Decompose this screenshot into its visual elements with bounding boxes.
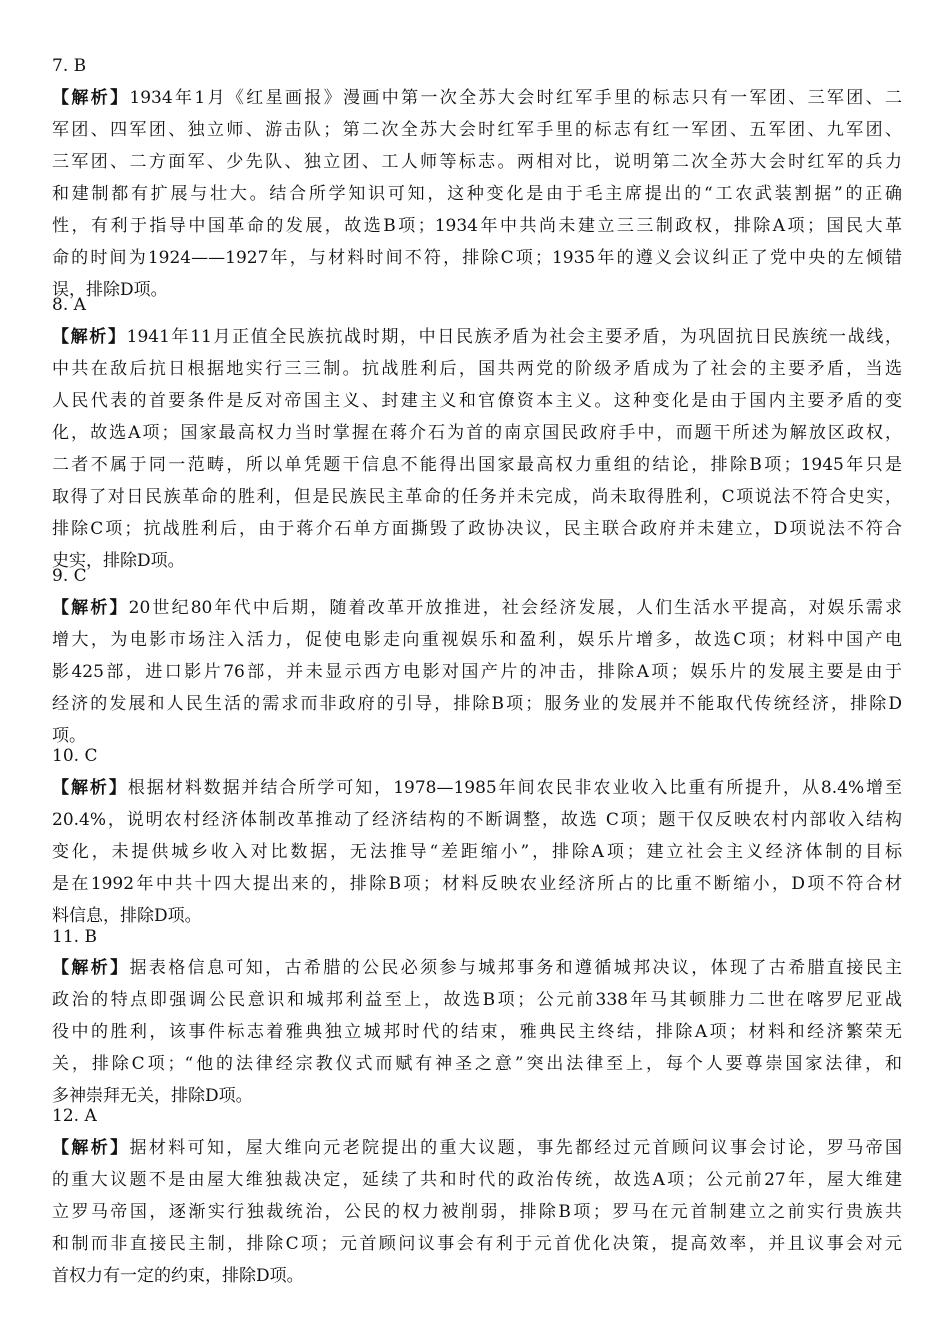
explanation-9 <box>52 592 902 752</box>
explanation-line: 取得了对日民族革命的胜利，但是民族民主革命的任务并未完成，尚未取得胜利，C项说法不符合史实， <box>52 487 902 507</box>
answer-8: 8. A <box>52 295 86 315</box>
explanation-11 <box>52 952 902 1112</box>
answer-7: 7. B <box>52 56 87 76</box>
explanation-line: 史实，排除D项。 <box>52 551 185 571</box>
explanation-line: 变化，未提供城乡收入对比数据，无法推导“差距缩小”，排除A项；建立社会主义经济体制的目标 <box>52 842 902 862</box>
explanation-8 <box>52 321 902 577</box>
explanation-line: 关，排除C项；“他的法律经宗教仪式而赋有神圣之意”突出法律至上，每个人要尊崇国家法律，和 <box>52 1054 902 1074</box>
explanation-line: 和建制都有扩展与壮大。结合所学知识可知，这种变化是由于毛主席提出的“工农武装割据”的正确 <box>52 184 902 204</box>
explanation-line: 增大，为电影市场注入活力，促使电影走向重视娱乐和盈利，娱乐片增多，故选C项；材料中国产电 <box>52 630 902 650</box>
explanation-line: 项。 <box>52 726 86 746</box>
explanation-line: 经济的发展和人民生活的需求而非政府的引导，排除B项；服务业的发展并不能取代传统经济，排除D <box>52 694 902 714</box>
explanation-line: 政治的特点即强调公民意识和城邦利益至上，故选B项；公元前338年马其顿腓力二世在喀罗尼亚战 <box>52 990 902 1010</box>
analysis-tag: 【解析】 <box>52 327 127 347</box>
explanation-line: 二者不属于同一范畴，所以单凭题干信息不能得出国家最高权力重组的结论，排除B项；1945年只是 <box>52 455 902 475</box>
explanation-line: 人民代表的首要条件是反对帝国主义、封建主义和官僚资本主义。这种变化是由于国内主要矛盾的变 <box>52 391 902 411</box>
explanation-line: 【解析】20世纪80年代中后期，随着改革开放推进，社会经济发展，人们生活水平提高，对娱乐需求 <box>52 598 902 618</box>
explanation-line: 的重大议题不是由屋大维独裁决定，延续了共和时代的政治传统，故选A项；公元前27年，屋大维建 <box>52 1170 902 1190</box>
explanation-line: 是在1992年中共十四大提出来的，排除B项；材料反映农业经济所占的比重不断缩小，D项不符合材 <box>52 874 902 894</box>
explanation-line: 军团、四军团、独立师、游击队；第二次全苏大会时红军手里的标志有红一军团、五军团、九军团、 <box>52 120 902 140</box>
explanation-line: 役中的胜利，该事件标志着雅典独立城邦时代的结束，雅典民主终结，排除A项；材料和经济繁荣无 <box>52 1022 902 1042</box>
explanation-line: 命的时间为1924——1927年，与材料时间不符，排除C项；1935年的遵义会议纠正了党中央的左倾错 <box>52 248 902 268</box>
explanation-line: 【解析】1934年1月《红星画报》漫画中第一次全苏大会时红军手里的标志只有一军团、三军团、二 <box>52 88 902 108</box>
explanation-line: 【解析】据材料可知，屋大维向元老院提出的重大议题，事先都经过元首顾问议事会讨论，罗马帝国 <box>52 1138 902 1158</box>
explanation-line: 【解析】据表格信息可知，古希腊的公民必须参与城邦事务和遵循城邦决议，体现了古希腊直接民主 <box>52 958 902 978</box>
explanation-10 <box>52 772 902 932</box>
explanation-line: 影425部，进口影片76部，并未显示西方电影对国产片的冲击，排除A项；娱乐片的发展主要是由于 <box>52 662 902 682</box>
explanation-line: 中共在敌后抗日根据地实行三三制。抗战胜利后，国共两党的阶级矛盾成为了社会的主要矛盾，当选 <box>52 359 902 379</box>
explanation-line: 20.4%，说明农村经济体制改革推动了经济结构的不断调整，故选 C项；题干仅反映农村内部收入结构 <box>52 810 902 830</box>
explanation-line: 【解析】1941年11月正值全民族抗战时期，中日民族矛盾为社会主要矛盾，为巩固抗日民族统一战线， <box>52 327 902 347</box>
analysis-tag: 【解析】 <box>52 88 130 108</box>
explanation-line: 三军团、二方面军、少先队、独立团、工人师等标志。两相对比，说明第二次全苏大会时红军的兵力 <box>52 152 902 172</box>
answer-12: 12. A <box>52 1106 97 1126</box>
explanation-line: 性，有利于指导中国革命的发展，故选B项；1934年中共尚未建立三三制政权，排除A项；国民大革 <box>52 216 902 236</box>
explanation-line: 【解析】根据材料数据并结合所学可知，1978—1985年间农民非农业收入比重有所提升，从8.4%增至 <box>52 778 902 798</box>
answer-11: 11. B <box>52 927 97 947</box>
explanation-line: 多神崇拜无关，排除D项。 <box>52 1086 253 1106</box>
explanation-7 <box>52 82 902 306</box>
answer-9: 9. C <box>52 566 87 586</box>
explanation-line: 料信息，排除D项。 <box>52 906 202 926</box>
explanation-line: 立罗马帝国，逐渐实行独裁统治，公民的权力被削弱，排除B项；罗马在元首制建立之前实行贵族共 <box>52 1202 902 1222</box>
analysis-tag: 【解析】 <box>52 778 128 798</box>
explanation-line: 首权力有一定的约束，排除D项。 <box>52 1266 304 1286</box>
analysis-tag: 【解析】 <box>52 598 129 618</box>
answer-10: 10. C <box>52 746 98 766</box>
explanation-line: 排除C项；抗战胜利后，由于蒋介石单方面撕毁了政协决议，民主联合政府并未建立，D项说法不符合 <box>52 519 902 539</box>
analysis-tag: 【解析】 <box>52 958 130 978</box>
explanation-12 <box>52 1132 902 1292</box>
explanation-line: 化，故选A项；国家最高权力当时掌握在蒋介石为首的南京国民政府手中，而题干所述为解放区政权， <box>52 423 902 443</box>
analysis-tag: 【解析】 <box>52 1138 130 1158</box>
explanation-line: 误，排除D项。 <box>52 280 168 300</box>
explanation-line: 和制而非直接民主制，排除C项；元首顾问议事会有利于元首优化决策，提高效率，并且议事会对元 <box>52 1234 902 1254</box>
